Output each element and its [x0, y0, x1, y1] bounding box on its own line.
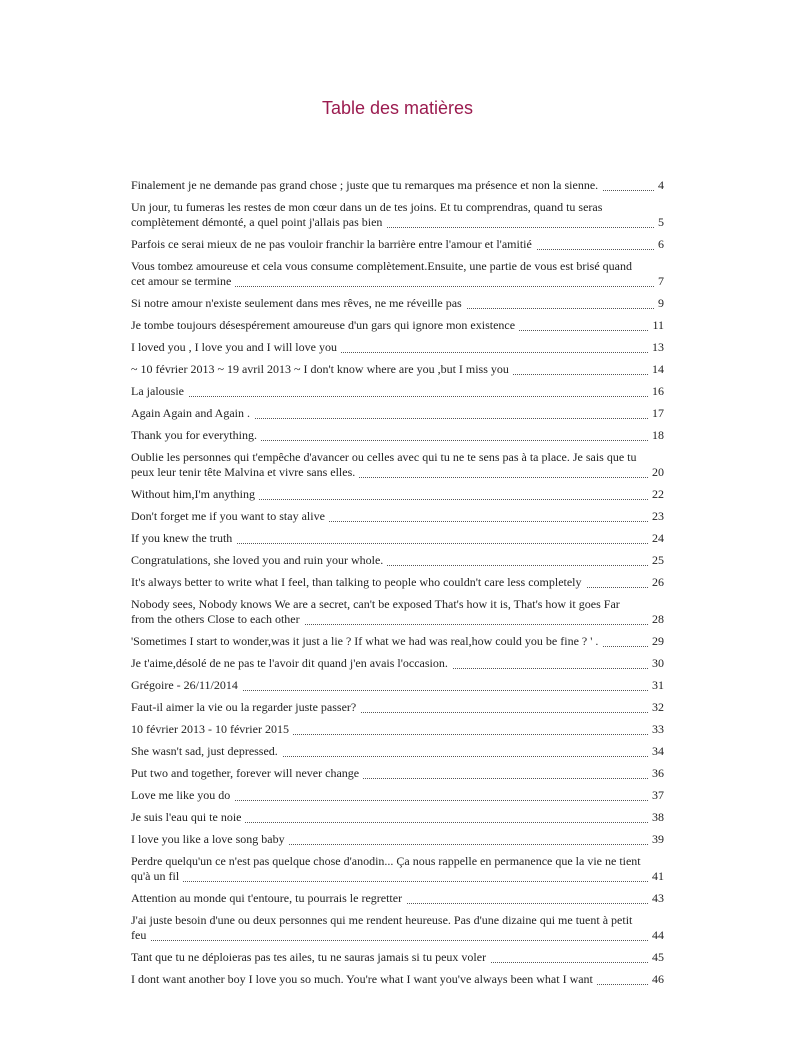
toc-entry-title: Don't forget me if you want to stay alive	[131, 509, 329, 523]
toc-entry[interactable]	[131, 913, 664, 943]
toc-entry[interactable]	[131, 406, 664, 421]
page-number: 37	[649, 788, 664, 803]
toc-entry-title: Tant que tu ne déploieras pas tes ailes, tu ne sauras jamais si tu peux voler	[131, 950, 490, 964]
toc-entry-title: Un jour, tu fumeras les restes de mon cœur dans un de tes joins. Et tu comprendras, quand tu seras	[131, 200, 603, 214]
toc-entry-title: Parfois ce serai mieux de ne pas vouloir franchir la barrière entre l'amour et l'amitié	[131, 237, 536, 251]
toc-entry[interactable]	[131, 722, 664, 737]
toc-entry[interactable]	[131, 200, 664, 230]
toc-entry[interactable]	[131, 744, 664, 759]
page-number: 17	[649, 406, 664, 421]
toc-entry[interactable]	[131, 575, 664, 590]
toc-entry-title: Again Again and Again .	[131, 406, 254, 420]
page-number: 23	[649, 509, 664, 524]
toc-entry-title: Je t'aime,désolé de ne pas te l'avoir dit quand j'en avais l'occasion.	[131, 656, 452, 670]
toc-entry-title: Attention au monde qui t'entoure, tu pourrais le regretter	[131, 891, 406, 905]
toc-entry-title: Finalement je ne demande pas grand chose ; juste que tu remarques ma présence et non la sienne.	[131, 178, 602, 192]
page-number: 36	[649, 766, 664, 781]
toc-entry[interactable]	[131, 340, 664, 355]
toc-entry-title: If you knew the truth	[131, 531, 236, 545]
toc-entry-title-continued: complètement démonté, a quel point j'allais pas bien	[131, 215, 386, 229]
toc-entry-title: La jalousie	[131, 384, 188, 398]
page-number: 31	[649, 678, 664, 693]
toc-entry-title: Nobody sees, Nobody knows We are a secret, can't be exposed That's how it is, That's how it goes Far	[131, 597, 620, 611]
toc-entry[interactable]	[131, 531, 664, 546]
page-number: 25	[649, 553, 664, 568]
page-number: 45	[649, 950, 664, 965]
page-number: 16	[649, 384, 664, 399]
toc-entry-title: Grégoire - 26/11/2014	[131, 678, 242, 692]
toc-entry[interactable]	[131, 766, 664, 781]
toc-entry[interactable]	[131, 428, 664, 443]
toc-entry-title: 'Sometimes I start to wonder,was it just a lie ? If what we had was real,how could you be fine ? ' .	[131, 634, 602, 648]
page-number: 44	[649, 928, 664, 943]
page-number: 18	[649, 428, 664, 443]
page-number: 5	[655, 215, 664, 230]
toc-entry-title: ~ 10 février 2013 ~ 19 avril 2013 ~ I don't know where are you ,but I miss you	[131, 362, 513, 376]
toc-entry[interactable]	[131, 553, 664, 568]
toc-entry[interactable]	[131, 891, 664, 906]
toc-entry-title: Congratulations, she loved you and ruin your whole.	[131, 553, 387, 567]
toc-entry-title: Oublie les personnes qui t'empêche d'avancer ou celles avec qui tu ne te sens pas à ta place. Je sais que tu	[131, 450, 637, 464]
toc-entry-title: J'ai juste besoin d'une ou deux personnes qui me rendent heureuse. Pas d'une dizaine qui me tuent à petit	[131, 913, 633, 927]
page-number: 22	[649, 487, 664, 502]
toc-entry-title-continued: feu	[131, 928, 150, 942]
page-number: 46	[649, 972, 664, 987]
toc-entry[interactable]	[131, 950, 664, 965]
toc-entry-title-continued: from the others Close to each other	[131, 612, 304, 626]
toc-entry[interactable]	[131, 487, 664, 502]
toc-entry[interactable]	[131, 296, 664, 311]
dot-leader	[131, 939, 664, 941]
page-number: 14	[649, 362, 664, 377]
toc-entry-title: I love you like a love song baby	[131, 832, 289, 846]
toc-entry[interactable]	[131, 318, 664, 333]
toc-entry-title: It's always better to write what I feel, than talking to people who couldn't care less completely	[131, 575, 586, 589]
toc-entry[interactable]	[131, 656, 664, 671]
toc-title: Table des matières	[321, 98, 474, 118]
toc-entry[interactable]	[131, 854, 664, 884]
dot-leader	[131, 395, 664, 397]
page-number: 39	[649, 832, 664, 847]
dot-leader	[131, 880, 664, 882]
page-number: 6	[655, 237, 664, 252]
toc-entry[interactable]	[131, 362, 664, 377]
toc-entry-title: She wasn't sad, just depressed.	[131, 744, 282, 758]
page-number: 29	[649, 634, 664, 649]
page-number: 13	[649, 340, 664, 355]
toc-entry-title: Perdre quelqu'un ce n'est pas quelque chose d'anodin... Ça nous rappelle en permanence que la vie ne tient	[131, 854, 641, 868]
toc-entry-title: Without him,I'm anything	[131, 487, 259, 501]
page-number: 20	[649, 465, 664, 480]
page-number: 7	[655, 274, 664, 289]
toc-entry[interactable]	[131, 597, 664, 627]
toc-entry[interactable]	[131, 810, 664, 825]
page-number: 41	[649, 869, 664, 884]
toc-entry-title: Love me like you do	[131, 788, 234, 802]
toc-entry-title: I loved you , I love you and I will love you	[131, 340, 341, 354]
toc-entry[interactable]	[131, 509, 664, 524]
page-number: 32	[649, 700, 664, 715]
page-number: 4	[655, 178, 664, 193]
page-number: 26	[649, 575, 664, 590]
toc-entry-title: Faut-il aimer la vie ou la regarder juste passer?	[131, 700, 360, 714]
page-number: 33	[649, 722, 664, 737]
toc-entry[interactable]	[131, 384, 664, 399]
page-number: 24	[649, 531, 664, 546]
toc-entry[interactable]	[131, 450, 664, 480]
table-of-contents	[131, 178, 664, 987]
toc-entry-title-continued: peux leur tenir tête Malvina et vivre sans elles.	[131, 465, 359, 479]
toc-entry-title: Je tombe toujours désespérement amoureuse d'un gars qui ignore mon existence	[131, 318, 519, 332]
toc-entry-title: Put two and together, forever will never change	[131, 766, 363, 780]
toc-entry[interactable]	[131, 259, 664, 289]
toc-entry[interactable]	[131, 700, 664, 715]
toc-entry-title: Si notre amour n'existe seulement dans mes rêves, ne me réveille pas	[131, 296, 466, 310]
toc-entry-title-continued: cet amour se termine	[131, 274, 235, 288]
page-number: 30	[649, 656, 664, 671]
toc-entry-title: Je suis l'eau qui te noie	[131, 810, 245, 824]
toc-entry[interactable]	[131, 972, 664, 987]
toc-entry[interactable]	[131, 832, 664, 847]
toc-entry-title-continued: qu'à un fil	[131, 869, 183, 883]
page-number: 11	[649, 318, 664, 333]
toc-entry[interactable]	[131, 178, 664, 193]
page-number: 34	[649, 744, 664, 759]
toc-entry-title: Vous tombez amoureuse et cela vous consume complètement.Ensuite, une partie de vous est brisé quand	[131, 259, 632, 273]
page-number: 43	[649, 891, 664, 906]
toc-entry-title: Thank you for everything.	[131, 428, 261, 442]
toc-entry-title: 10 février 2013 - 10 février 2015	[131, 722, 293, 736]
toc-entry[interactable]	[131, 634, 664, 649]
toc-entry[interactable]	[131, 237, 664, 252]
page-number: 9	[655, 296, 664, 311]
toc-entry[interactable]	[131, 788, 664, 803]
page-number: 38	[649, 810, 664, 825]
toc-entry[interactable]	[131, 678, 664, 693]
toc-entry-title: I dont want another boy I love you so much. You're what I want you've always been what I want	[131, 972, 597, 986]
page-number: 28	[649, 612, 664, 627]
